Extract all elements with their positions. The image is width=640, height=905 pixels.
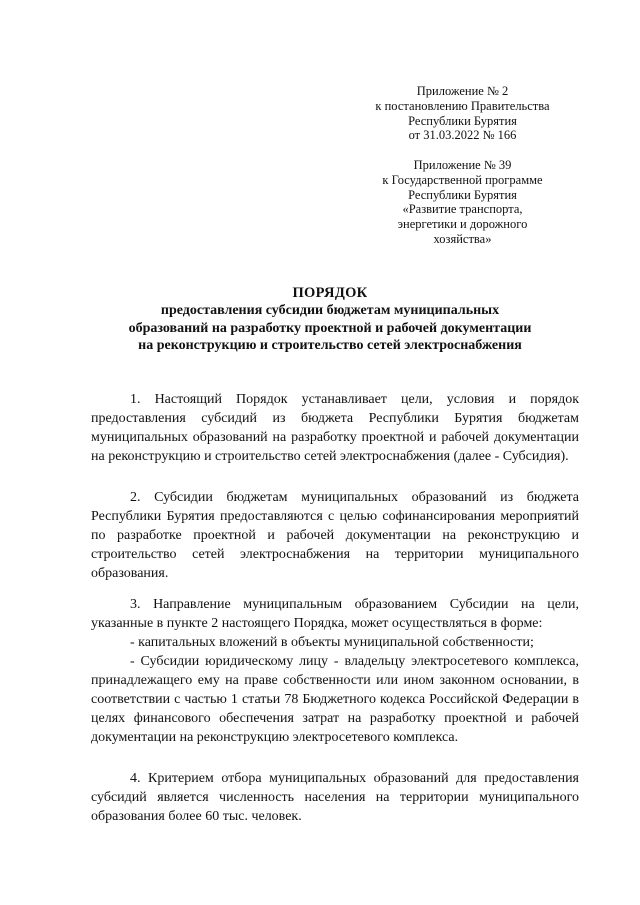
appendix-2-line-3: Республики Бурятия — [408, 187, 517, 202]
paragraph-2: 2. Субсидии бюджетам муниципальных образований из бюджета Республики Бурятия предоставляются с целью софинансирования мероприятий по разработке проектной и рабочей документации на реконструкцию и строительство сетей электроснабжения на территории муниципального образования. — [91, 490, 579, 581]
appendix-1-line-4: от 31.03.2022 № 166 — [408, 128, 517, 143]
appendix-2-line-6: хозяйства» — [433, 231, 492, 246]
paragraph-3-item-1: - капитальных вложений в объекты муниципальной собственности; — [130, 635, 534, 650]
appendix-1-line-1: Приложение № 2 — [416, 84, 509, 98]
appendix-39-header — [340, 158, 585, 247]
paragraph-1: 1. Настоящий Порядок устанавливает цели, условия и порядок предоставления субсидий из бюджета Республики Бурятия бюджетам муниципальных образований на разработку проектной и рабочей документации на реконструкцию и строительство сетей электроснабжения (далее - Субсидия). — [91, 392, 579, 464]
title-sub-line-1: предоставления субсидии бюджетам муниципальных — [160, 303, 500, 318]
paragraph-4: 4. Критерием отбора муниципальных образований для предоставления субсидий является численность населения на территории муниципального образования более 60 тыс. человек. — [91, 771, 579, 824]
appendix-2-line-4: «Развитие транспорта, — [402, 202, 523, 217]
appendix-2-line-5: энергетики и дорожного — [397, 217, 528, 232]
appendix-2-line-1: Приложение № 39 — [413, 158, 512, 172]
appendix-2-header — [340, 84, 585, 143]
appendix-2-line-2: к Государственной программе — [382, 172, 543, 187]
title-sub-line-3: на реконструкцию и строительство сетей электроснабжения — [138, 338, 522, 353]
title-sub-line-2: образований на разработку проектной и рабочей документации — [128, 320, 532, 336]
appendix-1-line-2: к постановлению Правительства — [375, 98, 550, 113]
paragraph-3 — [91, 595, 579, 747]
appendix-1-line-3: Республики Бурятия — [408, 113, 517, 128]
document-title — [90, 284, 570, 355]
paragraph-3-intro: 3. Направление муниципальным образованием Субсидии на цели, указанные в пункте 2 настоящего Порядка, может осуществляться в форме: — [91, 597, 579, 631]
title-main: ПОРЯДОК — [292, 285, 368, 301]
paragraph-3-item-2: - Субсидии юридическому лицу - владельцу электросетевого комплекса, принадлежащего ему на праве собственности или ином законном основании, в соответствии с частью 1 статьи 78 Бюджетного кодекса Российской Федерации в целях финансового обеспечения затрат на разработку проектной и рабочей документации на реконструкцию электросетевого комплекса. — [91, 654, 579, 745]
title-subtitle — [90, 302, 570, 355]
